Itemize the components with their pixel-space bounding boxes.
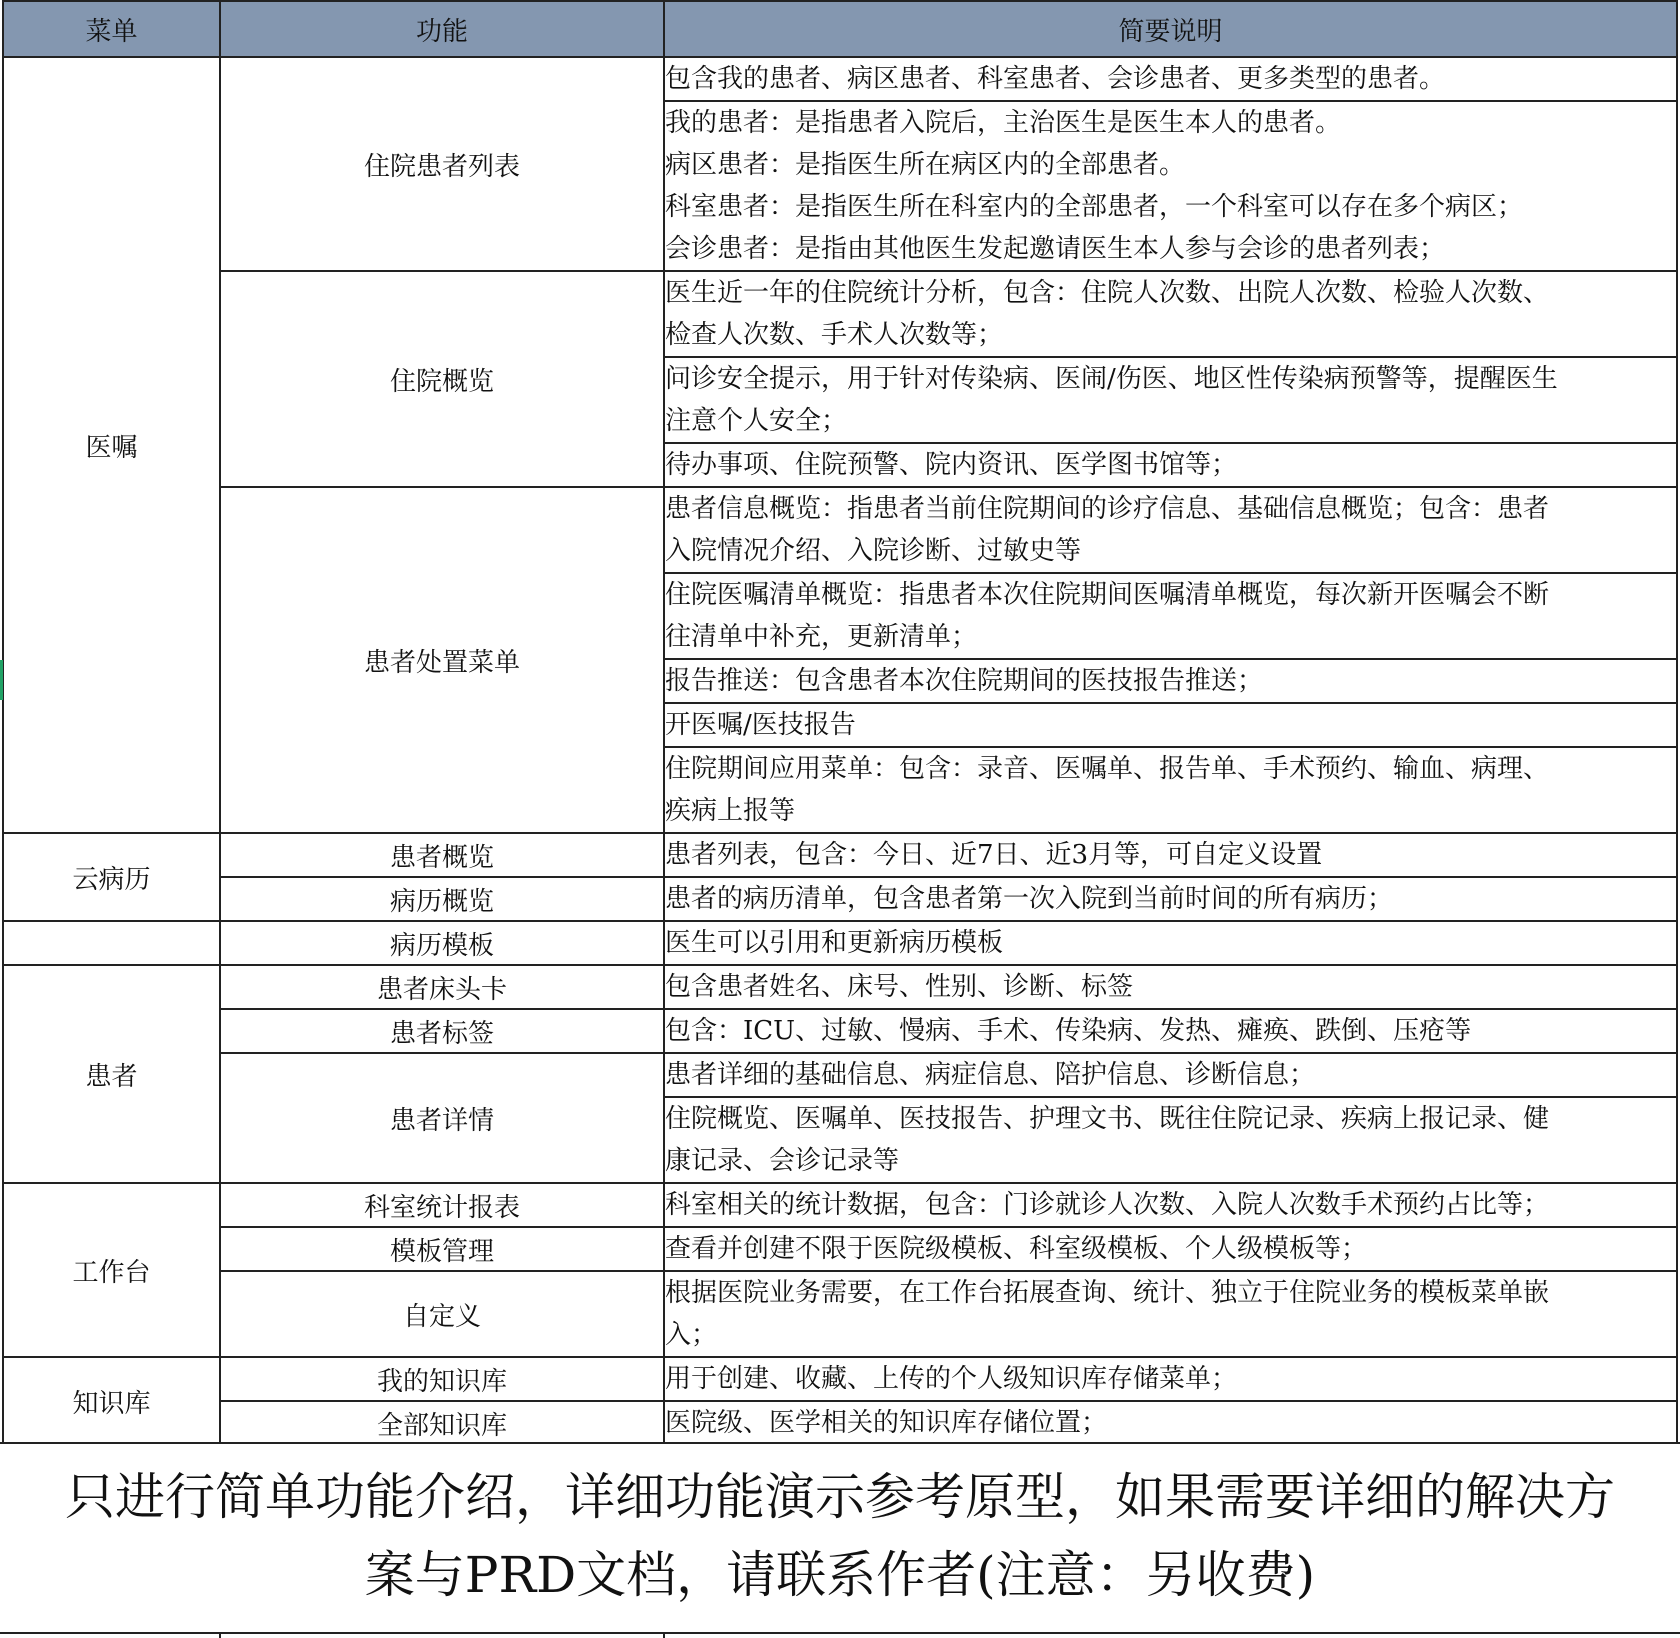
description-cell[interactable] bbox=[664, 357, 1677, 443]
menu-cell[interactable]: 云病历 bbox=[3, 833, 220, 921]
description-cell[interactable] bbox=[664, 573, 1677, 659]
header-function[interactable]: 功能 bbox=[220, 1, 664, 57]
function-cell[interactable]: 病历模板 bbox=[220, 921, 664, 965]
description-line: 包含我的患者、病区患者、科室患者、会诊患者、更多类型的患者。 bbox=[665, 64, 1446, 94]
menu-cell[interactable]: 工作台 bbox=[3, 1183, 220, 1357]
description-line: 疾病上报等 bbox=[665, 796, 796, 826]
description-line: 医生近一年的住院统计分析，包含：住院人次数、出院人次数、检验人次数、 bbox=[665, 278, 1550, 308]
row-selection-marker bbox=[0, 660, 3, 700]
menu-cell[interactable]: 知识库 bbox=[3, 1357, 220, 1445]
footer-note-line-1: 只进行简单功能介绍，详细功能演示参考原型，如果需要详细的解决方 bbox=[65, 1468, 1615, 1526]
function-cell[interactable]: 住院概览 bbox=[220, 271, 664, 487]
table-row bbox=[3, 1271, 1677, 1357]
description-line: 患者信息概览：指患者当前住院期间的诊疗信息、基础信息概览；包含：患者 bbox=[665, 494, 1550, 524]
description-line: 问诊安全提示，用于针对传染病、医闹/伤医、地区性传染病预警等，提醒医生 bbox=[665, 364, 1558, 394]
description-line: 我的患者：是指患者入院后，主治医生是医生本人的患者。 bbox=[665, 108, 1342, 138]
description-line: 患者详细的基础信息、病症信息、陪护信息、诊断信息； bbox=[665, 1060, 1316, 1090]
function-cell[interactable]: 我的知识库 bbox=[220, 1357, 664, 1401]
table-row bbox=[3, 921, 1677, 965]
table-body bbox=[3, 57, 1677, 1445]
description-line: 医生可以引用和更新病历模板 bbox=[665, 928, 1004, 958]
description-line: 检查人次数、手术人次数等； bbox=[665, 320, 1004, 350]
function-cell[interactable]: 患者概览 bbox=[220, 833, 664, 877]
description-cell[interactable] bbox=[664, 1271, 1677, 1357]
footer-note bbox=[0, 1442, 1680, 1638]
table-row bbox=[3, 1009, 1677, 1053]
description-line: 待办事项、住院预警、院内资讯、医学图书馆等； bbox=[665, 450, 1238, 480]
description-line: 入； bbox=[665, 1320, 718, 1350]
description-line: 康记录、会诊记录等 bbox=[665, 1146, 900, 1176]
table-row bbox=[3, 1357, 1677, 1401]
header-row bbox=[3, 1, 1677, 57]
description-cell[interactable] bbox=[664, 1401, 1677, 1445]
function-cell[interactable]: 患者标签 bbox=[220, 1009, 664, 1053]
function-cell[interactable]: 患者处置菜单 bbox=[220, 487, 664, 833]
description-cell[interactable] bbox=[664, 57, 1677, 101]
description-cell[interactable] bbox=[664, 1009, 1677, 1053]
table-row bbox=[3, 57, 1677, 101]
description-line: 报告推送：包含患者本次住院期间的医技报告推送； bbox=[665, 666, 1264, 696]
function-cell[interactable]: 科室统计报表 bbox=[220, 1183, 664, 1227]
description-line: 医院级、医学相关的知识库存储位置； bbox=[665, 1408, 1108, 1438]
description-cell[interactable] bbox=[664, 271, 1677, 357]
footer-note-line-2: 案与PRD文档，请联系作者(注意：另收费) bbox=[364, 1546, 1316, 1604]
description-line: 开医嘱/医技报告 bbox=[665, 710, 856, 740]
description-cell[interactable] bbox=[664, 101, 1677, 271]
description-line: 病区患者：是指医生所在病区内的全部患者。 bbox=[665, 150, 1186, 180]
table-row bbox=[3, 965, 1677, 1009]
table-row bbox=[3, 487, 1677, 573]
header-menu[interactable]: 菜单 bbox=[3, 1, 220, 57]
description-cell[interactable] bbox=[664, 1227, 1677, 1271]
description-cell[interactable] bbox=[664, 487, 1677, 573]
description-line: 患者列表，包含：今日、近7日、近3月等，可自定义设置 bbox=[665, 840, 1323, 870]
function-cell[interactable]: 模板管理 bbox=[220, 1227, 664, 1271]
table-row bbox=[3, 271, 1677, 357]
function-cell[interactable]: 患者床头卡 bbox=[220, 965, 664, 1009]
menu-cell[interactable]: 医嘱 bbox=[3, 57, 220, 833]
description-cell[interactable] bbox=[664, 833, 1677, 877]
description-line: 查看并创建不限于医院级模板、科室级模板、个人级模板等； bbox=[665, 1234, 1368, 1264]
description-line: 住院医嘱清单概览：指患者本次住院期间医嘱清单概览，每次新开医嘱会不断 bbox=[665, 580, 1550, 610]
table-row bbox=[3, 1227, 1677, 1271]
function-cell[interactable]: 自定义 bbox=[220, 1271, 664, 1357]
description-line: 根据医院业务需要，在工作台拓展查询、统计、独立于住院业务的模板菜单嵌 bbox=[665, 1278, 1550, 1308]
table-row bbox=[3, 1053, 1677, 1097]
description-line: 往清单中补充，更新清单； bbox=[665, 622, 978, 652]
description-line: 包含：ICU、过敏、慢病、手术、传染病、发热、瘫痪、跌倒、压疮等 bbox=[665, 1016, 1472, 1046]
menu-cell[interactable]: 患者 bbox=[3, 965, 220, 1183]
table-row bbox=[3, 1183, 1677, 1227]
description-line: 用于创建、收藏、上传的个人级知识库存储菜单； bbox=[665, 1364, 1238, 1394]
function-cell[interactable]: 病历概览 bbox=[220, 877, 664, 921]
description-line: 住院概览、医嘱单、医技报告、护理文书、既往住院记录、疾病上报记录、健 bbox=[665, 1104, 1550, 1134]
table-row bbox=[3, 877, 1677, 921]
function-cell[interactable]: 住院患者列表 bbox=[220, 57, 664, 271]
description-cell[interactable] bbox=[664, 443, 1677, 487]
column-divider bbox=[663, 1632, 665, 1638]
description-line: 包含患者姓名、床号、性别、诊断、标签 bbox=[665, 972, 1134, 1002]
description-cell[interactable] bbox=[664, 1097, 1677, 1183]
feature-table bbox=[2, 0, 1678, 1446]
description-line: 住院期间应用菜单：包含：录音、医嘱单、报告单、手术预约、输血、病理、 bbox=[665, 754, 1550, 784]
description-line: 科室患者：是指医生所在科室内的全部患者，一个科室可以存在多个病区； bbox=[665, 192, 1524, 222]
table-row bbox=[3, 833, 1677, 877]
description-cell[interactable] bbox=[664, 921, 1677, 965]
description-line: 科室相关的统计数据，包含：门诊就诊人次数、入院人次数手术预约占比等； bbox=[665, 1190, 1550, 1220]
description-line: 注意个人安全； bbox=[665, 406, 848, 436]
description-line: 患者的病历清单，包含患者第一次入院到当前时间的所有病历； bbox=[665, 884, 1394, 914]
function-cell[interactable]: 患者详情 bbox=[220, 1053, 664, 1183]
description-cell[interactable] bbox=[664, 1183, 1677, 1227]
description-line: 会诊患者：是指由其他医生发起邀请医生本人参与会诊的患者列表； bbox=[665, 234, 1446, 264]
description-cell[interactable] bbox=[664, 965, 1677, 1009]
table-row bbox=[3, 1401, 1677, 1445]
column-divider bbox=[219, 1632, 221, 1638]
header-description[interactable]: 简要说明 bbox=[664, 1, 1677, 57]
description-line: 入院情况介绍、入院诊断、过敏史等 bbox=[665, 536, 1082, 566]
description-cell[interactable] bbox=[664, 747, 1677, 833]
menu-cell[interactable] bbox=[3, 921, 220, 965]
description-cell[interactable] bbox=[664, 1357, 1677, 1401]
description-cell[interactable] bbox=[664, 659, 1677, 703]
function-cell[interactable]: 全部知识库 bbox=[220, 1401, 664, 1445]
description-cell[interactable] bbox=[664, 1053, 1677, 1097]
description-cell[interactable] bbox=[664, 877, 1677, 921]
bottom-border bbox=[0, 1632, 1680, 1634]
description-cell[interactable] bbox=[664, 703, 1677, 747]
